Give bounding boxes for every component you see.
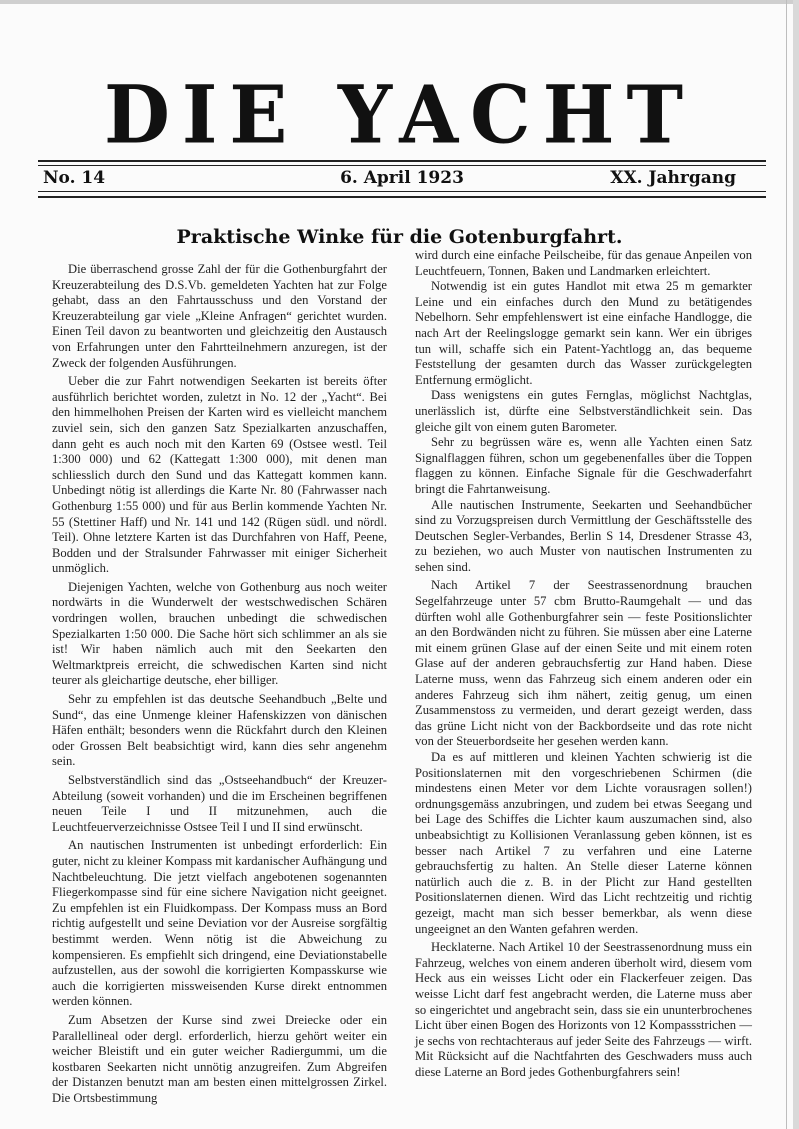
scan-edge-line <box>786 0 787 1129</box>
article-column-left <box>52 262 387 1106</box>
paragraph: Dass wenigstens ein gutes Fernglas, möglichst Nachtglas, unerlässlich ist, dürfte eine Selbstverständlichkeit sein. Das gleiche gilt von einem guten Barometer. <box>415 388 752 434</box>
masthead-title: DIE YACHT <box>103 67 696 162</box>
issue-volume: XX. Jahrgang <box>610 168 736 188</box>
paragraph: Hecklaterne. Nach Artikel 10 der Seestrassenordnung muss ein Fahrzeug, welches von einem anderen überholt wird, diesem vom Heck aus ein weisses Licht oder ein Flackerfeuer zeigen. Das weisse Licht darf fest angebracht werden, die Laterne muss aber so eingerichtet und angebracht sein, dass sie ein ununterbrochenes Licht über einen Bogen des Horizonts von 12 Kompassstrichen — je sechs von rechtachteraus auf jeder Seite des Fahrzeugs — wirft. Mit Rücksicht auf die Nachtfahrten des Geschwaders muss auch diese Laterne an Bord jedes Gothenburgfahrers sein! <box>415 940 752 1079</box>
paragraph: Notwendig ist ein gutes Handlot mit etwa 25 m gemarkter Leine und ein einfaches durch den Mund zu betätigendes Nebelhorn. Sehr empfehlenswert ist eine einfache Handlogge, die nach Art der Reelingslogge gemarkt sein kann. Wer ein übriges tun will, schaffe sich ein Patent-Yachtlogg an, das bequeme Feststellung der gesamten durch das Wasser zurückgelegten Entfernung ermöglicht. <box>415 279 752 387</box>
paragraph: Da es auf mittleren und kleinen Yachten schwierig ist die Positionslaternen mit den vorgeschriebenen Schirmen (die mindestens einen Meter vor dem Lichte vorausragen sollen!) ordnungsgemäss anzubringen, und zudem bei etwas Seegang und bei Lage des Schiffes die Lichter kaum auszumachen sind, also unbeabsichtigt zu Kollisionen Veranlassung geben können, ist es besser nach Artikel 7 zu verfahren und eine Laterne gebrauchsfertig zu halten. An Stelle dieser Laterne können natürlich auch die z. B. in der Plicht zur Hand gestellten Positionslaternen dienen. Wird das Licht rechtzeitig und richtig gezeigt, macht man sich besser bemerkbar, als wenn diese ungeeignet an den Wanten gefahren werden. <box>415 750 752 936</box>
paragraph: Sehr zu empfehlen ist das deutsche Seehandbuch „Belte und Sund“, das eine Unmenge kleiner Hafenskizzen von dänischen Häfen enthält; besonders wenn die Rückfahrt durch den Kleinen oder Grossen Belt beabsichtigt wird, kann dies sehr angenehm sein. <box>52 692 387 769</box>
issue-number: No. 14 <box>43 168 106 188</box>
paragraph: Sehr zu begrüssen wäre es, wenn alle Yachten einen Satz Signalflaggen führen, schon um gegebenenfalles über die Toppen flaggen zu können. Einfache Signale für die Geschwaderfahrt bringt die Fahrtanweisung. <box>415 435 752 496</box>
scan-edge-right <box>793 0 799 1129</box>
issue-date: 6. April 1923 <box>340 168 464 188</box>
paragraph: Alle nautischen Instrumente, Seekarten und Seehandbücher sind zu Vorzugspreisen durch Vermittlung der Geschäftsstelle des Deutschen Segler-Verbandes, Berlin S 14, Dresdener Strasse 43, zu beziehen, wo auch Muster von nautischen Instrumenten zu sehen sind. <box>415 497 752 574</box>
info-rule-thin <box>38 191 766 192</box>
paragraph: wird durch eine einfache Peilscheibe, für das genaue Anpeilen von Leuchtfeuern, Tonnen, Baken und Landmarken erleichtert. <box>415 248 752 278</box>
paragraph: An nautischen Instrumenten ist unbedingt erforderlich: Ein guter, nicht zu kleiner Kompass mit kardanischer Aufhängung und Nachtbeleuchtung. Die jetzt vielfach angebotenen sogenannten Fliegerkompasse sind für eine sichere Navigation nicht geeignet. Zu empfehlen ist ein Fluidkompass. Der Kompass muss an Bord richtig aufgestellt und seine Deviation vor der Ausreise sorgfältig bestimmt werden. Wenn nötig ist die Abweichung zu kompensieren. Es empfiehlt sich dringend, eine Deviationstabelle aufzustellen, aus der sowohl die korrigierten Kompasskurse wie auch die korrigierten missweisenden Kurse direkt entnommen werden können. <box>52 838 387 1009</box>
paragraph: Die überraschend grosse Zahl der für die Gothenburgfahrt der Kreuzerabteilung des D.S.Vb. gemeldeten Yachten hat zur Folge gehabt, dass an den Fahrtausschuss und den Vorstand der Kreuzerabteilung gar viele „Kleine Anfragen“ gerichtet wurden. Einen Teil davon zu beantworten und gleichzeitig den Austausch von Erfahrungen unter den Fahrtteilnehmern anzuregen, ist der Zweck der folgenden Ausführungen. <box>52 262 387 370</box>
scan-edge-top <box>0 0 799 4</box>
paragraph: Selbstverständlich sind das „Ostseehandbuch“ der Kreuzer-Abteilung (soweit vorhanden) und die im Erscheinen begriffenen neuen Teile I und II mitzunehmen, auch die Leuchtfeuerverzeichnisse Ostsee Teil I und II sind erwünscht. <box>52 773 387 834</box>
article-title: Praktische Winke für die Gotenburgfahrt. <box>176 226 623 248</box>
issue-info-bar <box>38 166 766 190</box>
masthead <box>0 67 799 162</box>
paragraph: Diejenigen Yachten, welche von Gothenburg aus noch weiter nordwärts in die Wunderwelt der westschwedischen Schären vordringen wollen, brauchen unbedingt die schwedischen Spezialkarten 1:50 000. Die Sache hört sich schlimmer an als sie ist! Wir haben nämlich auch mit den Seekarten den Weltmarktpreis erreicht, die schwedischen Karten sind nicht teurer als gleichartige deutsche, eher billiger. <box>52 579 387 688</box>
info-rule <box>38 196 766 198</box>
paragraph: Zum Absetzen der Kurse sind zwei Dreiecke oder ein Parallellineal oder dergl. erforderlich, hierzu gehört weiter ein weicher Bleistift und ein guter weicher Radiergummi, um die kostbaren Seekarten nicht unnötig anzugreifen. Zum Abgreifen der Distanzen benutzt man am besten einen mittelgrossen Zirkel. Die Ortsbestimmung <box>52 1012 387 1105</box>
masthead-rule <box>38 160 766 162</box>
paragraph: Ueber die zur Fahrt notwendigen Seekarten ist bereits öfter ausführlich berichtet worden, zuletzt in No. 12 der „Yacht“. Bei den himmelhohen Preisen der Karten wird es vielleicht manchem zuviel sein, sich den ganzen Satz Spezialkarten anzuschaffen, dann geht es auch noch mit den Karten 69 (Ostsee westl. Teil 1:300 000) und 62 (Kattegatt 1:300 000), mit denen man schliesslich durch den Sund und das Kattegatt kommen kann. Unbedingt nötig ist allerdings die Karte Nr. 80 (Fahrwasser nach Gothenburg 1:55 000) und für aus Berlin kommende Yachten Nr. 55 (Stettiner Haff) und Nr. 141 und 142 (Rügen südl. und nördl. Teil). Ohne letztere Karten ist das Durchfahren von Haff, Peene, Bodden und der Stralsunder Fahrwasser mit einiger Sicherheit unmöglich. <box>52 374 387 576</box>
article-column-right <box>415 248 752 1080</box>
paragraph: Nach Artikel 7 der Seestrassenordnung brauchen Segelfahrzeuge unter 57 cbm Brutto-Raumgehalt — und das dürften wohl alle Gothenburgfahrer sein — feste Positionslichter an den Bordwänden nicht zu führen. Sie müssen aber eine Laterne mit einem grünen Glase auf der einen Seite und mit einem roten Glase auf der anderen gebrauchsfertig zur Hand haben. Diese Laterne muss, wenn das Fahrzeug sich einem anderen oder ein anderes Fahrzeug sich ihm nähert, zeitig genug, um einen Zusammenstoss zu vermeiden, und derart gezeigt werden, dass das grüne Licht nicht von der Backbordseite und das rote nicht von der Steuerbordseite her gesehen werden kann. <box>415 578 752 749</box>
